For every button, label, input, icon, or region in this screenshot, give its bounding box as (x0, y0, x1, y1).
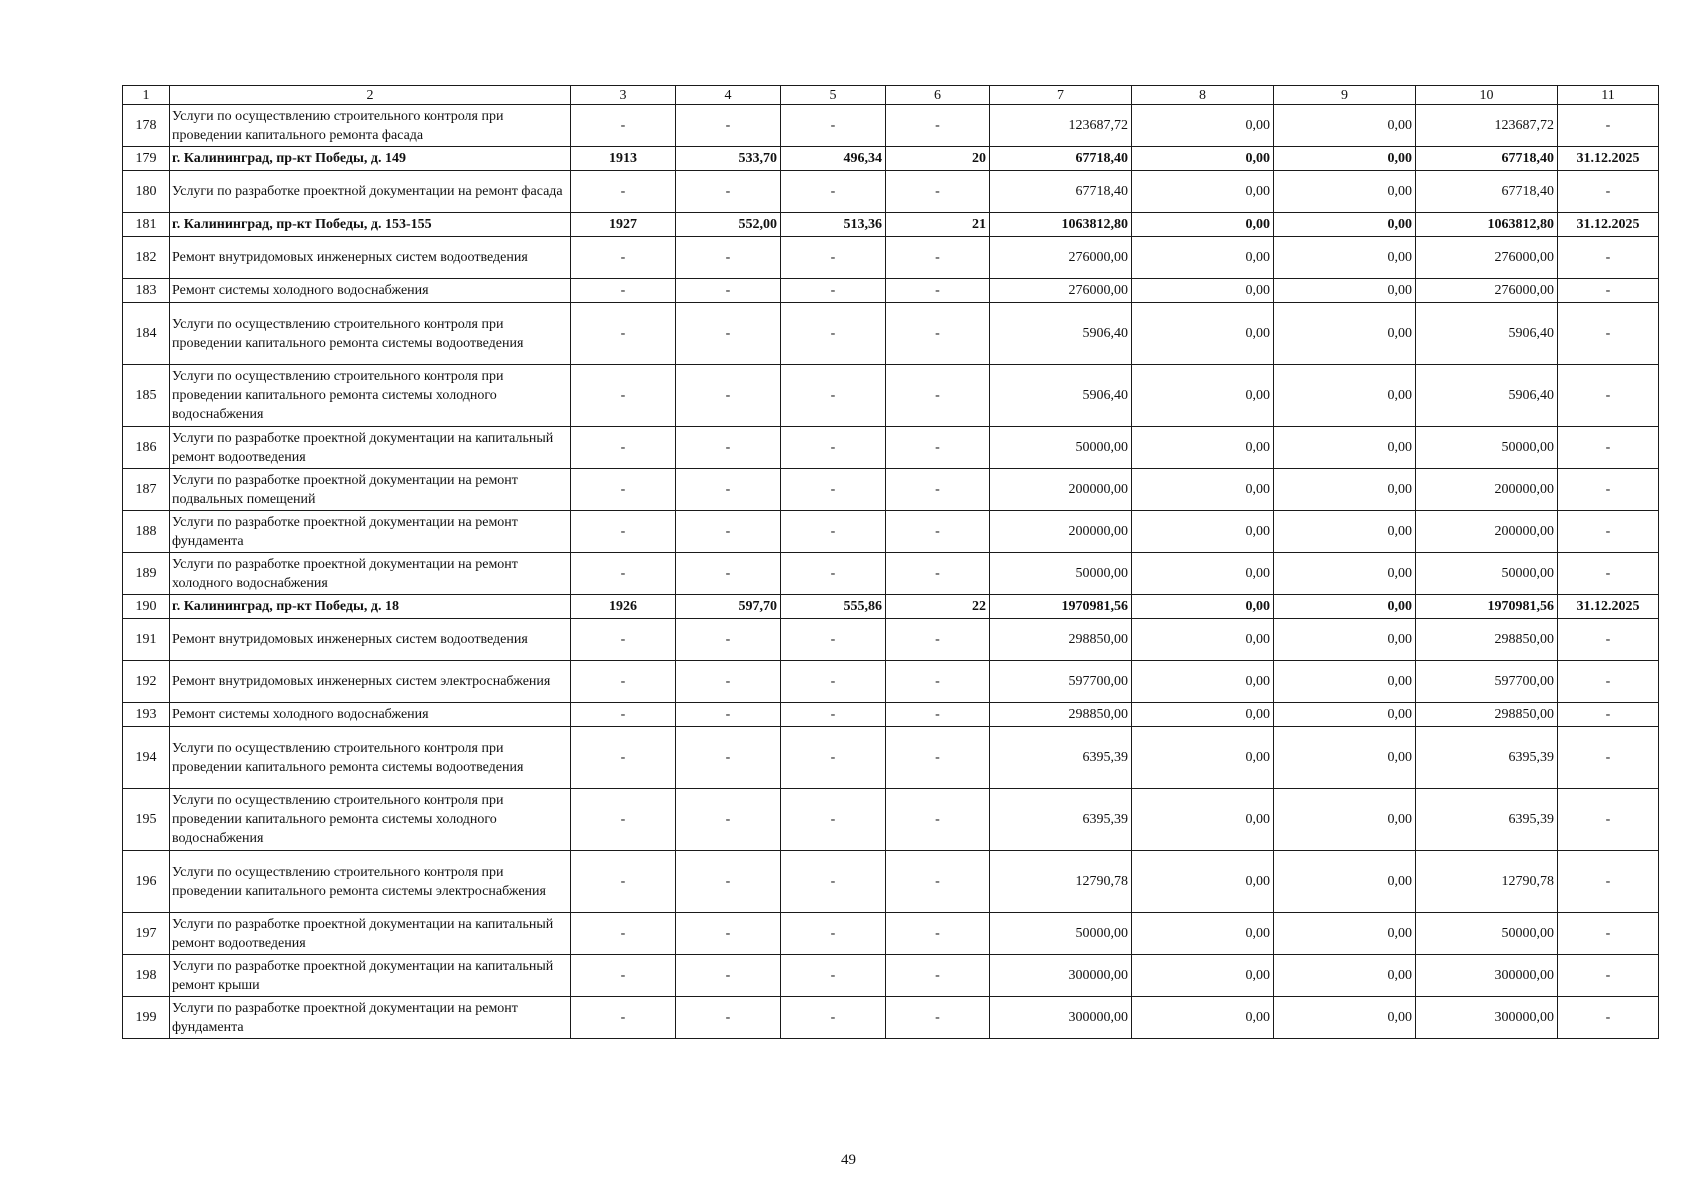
item-name-cell: Услуги по разработке проектной документации на ремонт холодного водоснабжения (170, 553, 571, 595)
col9-cell: 0,00 (1274, 851, 1416, 913)
col4-cell: - (676, 237, 781, 279)
col4-cell: 597,70 (676, 595, 781, 619)
col11-cell: - (1558, 303, 1659, 365)
col10-cell: 1063812,80 (1416, 213, 1558, 237)
data-table (122, 85, 1659, 1039)
col6-cell: - (886, 703, 990, 727)
col4-cell: - (676, 997, 781, 1039)
col5-cell: - (781, 619, 886, 661)
col3-cell: - (571, 365, 676, 427)
col6-cell: - (886, 553, 990, 595)
col5-cell: - (781, 105, 886, 147)
col8-cell: 0,00 (1132, 511, 1274, 553)
col8-cell: 0,00 (1132, 303, 1274, 365)
row-number-cell: 199 (123, 997, 170, 1039)
row-number-cell: 186 (123, 427, 170, 469)
col9-cell: 0,00 (1274, 365, 1416, 427)
col9-cell: 0,00 (1274, 997, 1416, 1039)
table-row (123, 703, 1659, 727)
col9-cell: 0,00 (1274, 237, 1416, 279)
col6-cell: - (886, 913, 990, 955)
col5-cell: - (781, 661, 886, 703)
col4-cell: - (676, 469, 781, 511)
column-header: 9 (1274, 86, 1416, 105)
col10-cell: 67718,40 (1416, 147, 1558, 171)
col8-cell: 0,00 (1132, 469, 1274, 511)
col9-cell: 0,00 (1274, 727, 1416, 789)
col5-cell: - (781, 237, 886, 279)
col8-cell: 0,00 (1132, 619, 1274, 661)
col11-cell: - (1558, 511, 1659, 553)
item-name-cell: Услуги по осуществлению строительного контроля при проведении капитального ремонта системы холодного водоснабжения (170, 789, 571, 851)
col8-cell: 0,00 (1132, 997, 1274, 1039)
col11-cell: - (1558, 789, 1659, 851)
col6-cell: 22 (886, 595, 990, 619)
row-number-cell: 198 (123, 955, 170, 997)
col9-cell: 0,00 (1274, 279, 1416, 303)
col6-cell: - (886, 237, 990, 279)
table-row (123, 727, 1659, 789)
column-header: 6 (886, 86, 990, 105)
col7-cell: 597700,00 (990, 661, 1132, 703)
table-row (123, 661, 1659, 703)
col7-cell: 6395,39 (990, 789, 1132, 851)
item-name-cell: Услуги по осуществлению строительного контроля при проведении капитального ремонта системы водоотведения (170, 727, 571, 789)
col5-cell: - (781, 851, 886, 913)
col7-cell: 300000,00 (990, 955, 1132, 997)
item-name-cell: Ремонт системы холодного водоснабжения (170, 279, 571, 303)
column-header: 11 (1558, 86, 1659, 105)
page-number: 49 (841, 1152, 856, 1168)
col5-cell: - (781, 703, 886, 727)
col4-cell: - (676, 789, 781, 851)
table-row (123, 789, 1659, 851)
col10-cell: 123687,72 (1416, 105, 1558, 147)
col3-cell: - (571, 511, 676, 553)
col3-cell: - (571, 171, 676, 213)
col7-cell: 123687,72 (990, 105, 1132, 147)
col10-cell: 298850,00 (1416, 703, 1558, 727)
col11-cell: - (1558, 427, 1659, 469)
table-row (123, 279, 1659, 303)
col3-cell: - (571, 553, 676, 595)
col10-cell: 67718,40 (1416, 171, 1558, 213)
col9-cell: 0,00 (1274, 661, 1416, 703)
table-row (123, 511, 1659, 553)
table-row (123, 851, 1659, 913)
col7-cell: 1063812,80 (990, 213, 1132, 237)
col9-cell: 0,00 (1274, 213, 1416, 237)
item-name-cell: Услуги по разработке проектной документации на ремонт фасада (170, 171, 571, 213)
col10-cell: 5906,40 (1416, 303, 1558, 365)
col9-cell: 0,00 (1274, 913, 1416, 955)
col3-cell: 1913 (571, 147, 676, 171)
col8-cell: 0,00 (1132, 105, 1274, 147)
table-row (123, 997, 1659, 1039)
col10-cell: 50000,00 (1416, 553, 1558, 595)
column-header: 1 (123, 86, 170, 105)
col6-cell: - (886, 469, 990, 511)
col4-cell: 552,00 (676, 213, 781, 237)
col8-cell: 0,00 (1132, 427, 1274, 469)
col3-cell: - (571, 997, 676, 1039)
col7-cell: 67718,40 (990, 147, 1132, 171)
item-name-cell: Ремонт внутридомовых инженерных систем водоотведения (170, 237, 571, 279)
col8-cell: 0,00 (1132, 913, 1274, 955)
col3-cell: - (571, 703, 676, 727)
col7-cell: 50000,00 (990, 553, 1132, 595)
col3-cell: - (571, 661, 676, 703)
col6-cell: - (886, 303, 990, 365)
col11-cell: - (1558, 851, 1659, 913)
col6-cell: - (886, 851, 990, 913)
col9-cell: 0,00 (1274, 703, 1416, 727)
col8-cell: 0,00 (1132, 661, 1274, 703)
col11-cell: - (1558, 469, 1659, 511)
col8-cell: 0,00 (1132, 851, 1274, 913)
row-number-cell: 196 (123, 851, 170, 913)
col7-cell: 200000,00 (990, 469, 1132, 511)
col9-cell: 0,00 (1274, 303, 1416, 365)
col4-cell: - (676, 553, 781, 595)
col6-cell: - (886, 365, 990, 427)
col3-cell: - (571, 789, 676, 851)
col11-cell: 31.12.2025 (1558, 595, 1659, 619)
row-number-cell: 185 (123, 365, 170, 427)
col7-cell: 200000,00 (990, 511, 1132, 553)
col5-cell: - (781, 365, 886, 427)
item-name-cell: Услуги по осуществлению строительного контроля при проведении капитального ремонта системы электроснабжения (170, 851, 571, 913)
col7-cell: 298850,00 (990, 619, 1132, 661)
table-row (123, 365, 1659, 427)
col10-cell: 597700,00 (1416, 661, 1558, 703)
col11-cell: - (1558, 703, 1659, 727)
item-name-cell: г. Калининград, пр-кт Победы, д. 153-155 (170, 213, 571, 237)
col8-cell: 0,00 (1132, 237, 1274, 279)
row-number-cell: 184 (123, 303, 170, 365)
table-row (123, 105, 1659, 147)
row-number-cell: 180 (123, 171, 170, 213)
col5-cell: 513,36 (781, 213, 886, 237)
col11-cell: - (1558, 365, 1659, 427)
col7-cell: 1970981,56 (990, 595, 1132, 619)
col10-cell: 50000,00 (1416, 427, 1558, 469)
col3-cell: - (571, 727, 676, 789)
col10-cell: 300000,00 (1416, 997, 1558, 1039)
col8-cell: 0,00 (1132, 213, 1274, 237)
item-name-cell: Ремонт внутридомовых инженерных систем водоотведения (170, 619, 571, 661)
col8-cell: 0,00 (1132, 703, 1274, 727)
col6-cell: - (886, 661, 990, 703)
col5-cell: - (781, 303, 886, 365)
col4-cell: - (676, 171, 781, 213)
item-name-cell: г. Калининград, пр-кт Победы, д. 149 (170, 147, 571, 171)
col11-cell: - (1558, 997, 1659, 1039)
col10-cell: 298850,00 (1416, 619, 1558, 661)
row-number-cell: 191 (123, 619, 170, 661)
row-number-cell: 195 (123, 789, 170, 851)
col11-cell: - (1558, 171, 1659, 213)
col7-cell: 67718,40 (990, 171, 1132, 213)
col4-cell: - (676, 703, 781, 727)
col5-cell: - (781, 279, 886, 303)
col3-cell: - (571, 427, 676, 469)
col7-cell: 300000,00 (990, 997, 1132, 1039)
col9-cell: 0,00 (1274, 595, 1416, 619)
col5-cell: - (781, 427, 886, 469)
col3-cell: - (571, 105, 676, 147)
col11-cell: - (1558, 913, 1659, 955)
col11-cell: - (1558, 619, 1659, 661)
col10-cell: 276000,00 (1416, 279, 1558, 303)
col5-cell: 496,34 (781, 147, 886, 171)
address-row (123, 213, 1659, 237)
col4-cell: - (676, 955, 781, 997)
col4-cell: - (676, 913, 781, 955)
col7-cell: 50000,00 (990, 913, 1132, 955)
col9-cell: 0,00 (1274, 147, 1416, 171)
col7-cell: 50000,00 (990, 427, 1132, 469)
col6-cell: - (886, 279, 990, 303)
col7-cell: 6395,39 (990, 727, 1132, 789)
col9-cell: 0,00 (1274, 955, 1416, 997)
row-number-cell: 188 (123, 511, 170, 553)
col4-cell: - (676, 427, 781, 469)
col5-cell: - (781, 171, 886, 213)
column-header: 5 (781, 86, 886, 105)
col9-cell: 0,00 (1274, 619, 1416, 661)
col11-cell: - (1558, 727, 1659, 789)
col6-cell: - (886, 427, 990, 469)
row-number-cell: 197 (123, 913, 170, 955)
col3-cell: 1926 (571, 595, 676, 619)
col8-cell: 0,00 (1132, 147, 1274, 171)
col4-cell: - (676, 279, 781, 303)
col3-cell: - (571, 237, 676, 279)
col10-cell: 200000,00 (1416, 469, 1558, 511)
col11-cell: 31.12.2025 (1558, 147, 1659, 171)
col8-cell: 0,00 (1132, 595, 1274, 619)
col4-cell: - (676, 511, 781, 553)
col9-cell: 0,00 (1274, 789, 1416, 851)
col5-cell: - (781, 913, 886, 955)
col7-cell: 12790,78 (990, 851, 1132, 913)
col4-cell: - (676, 661, 781, 703)
col8-cell: 0,00 (1132, 955, 1274, 997)
col6-cell: - (886, 727, 990, 789)
item-name-cell: Услуги по разработке проектной документации на капитальный ремонт водоотведения (170, 427, 571, 469)
item-name-cell: Услуги по осуществлению строительного контроля при проведении капитального ремонта системы холодного водоснабжения (170, 365, 571, 427)
col4-cell: - (676, 303, 781, 365)
col11-cell: - (1558, 661, 1659, 703)
col10-cell: 6395,39 (1416, 789, 1558, 851)
col10-cell: 12790,78 (1416, 851, 1558, 913)
col6-cell: - (886, 789, 990, 851)
col10-cell: 200000,00 (1416, 511, 1558, 553)
item-name-cell: Услуги по разработке проектной документации на ремонт фундамента (170, 997, 571, 1039)
item-name-cell: Услуги по осуществлению строительного контроля при проведении капитального ремонта фасада (170, 105, 571, 147)
row-number-cell: 181 (123, 213, 170, 237)
col4-cell: - (676, 365, 781, 427)
col9-cell: 0,00 (1274, 105, 1416, 147)
col7-cell: 276000,00 (990, 237, 1132, 279)
row-number-cell: 189 (123, 553, 170, 595)
col3-cell: - (571, 303, 676, 365)
col3-cell: - (571, 619, 676, 661)
col11-cell: - (1558, 105, 1659, 147)
col3-cell: - (571, 469, 676, 511)
col4-cell: 533,70 (676, 147, 781, 171)
table-row (123, 955, 1659, 997)
col8-cell: 0,00 (1132, 171, 1274, 213)
col6-cell: 20 (886, 147, 990, 171)
col4-cell: - (676, 619, 781, 661)
col10-cell: 300000,00 (1416, 955, 1558, 997)
col9-cell: 0,00 (1274, 553, 1416, 595)
item-name-cell: г. Калининград, пр-кт Победы, д. 18 (170, 595, 571, 619)
col3-cell: - (571, 913, 676, 955)
col5-cell: - (781, 469, 886, 511)
col10-cell: 5906,40 (1416, 365, 1558, 427)
col6-cell: - (886, 997, 990, 1039)
col8-cell: 0,00 (1132, 365, 1274, 427)
col6-cell: - (886, 955, 990, 997)
col3-cell: - (571, 955, 676, 997)
col4-cell: - (676, 105, 781, 147)
col10-cell: 50000,00 (1416, 913, 1558, 955)
column-header: 10 (1416, 86, 1558, 105)
col10-cell: 276000,00 (1416, 237, 1558, 279)
col5-cell: 555,86 (781, 595, 886, 619)
row-number-cell: 193 (123, 703, 170, 727)
column-header-row (123, 86, 1659, 105)
item-name-cell: Услуги по осуществлению строительного контроля при проведении капитального ремонта системы водоотведения (170, 303, 571, 365)
table-row (123, 427, 1659, 469)
row-number-cell: 187 (123, 469, 170, 511)
col8-cell: 0,00 (1132, 727, 1274, 789)
col8-cell: 0,00 (1132, 553, 1274, 595)
col8-cell: 0,00 (1132, 789, 1274, 851)
row-number-cell: 178 (123, 105, 170, 147)
col5-cell: - (781, 727, 886, 789)
item-name-cell: Услуги по разработке проектной документации на капитальный ремонт водоотведения (170, 913, 571, 955)
table-row (123, 553, 1659, 595)
col9-cell: 0,00 (1274, 427, 1416, 469)
col5-cell: - (781, 955, 886, 997)
col7-cell: 5906,40 (990, 303, 1132, 365)
table-row (123, 469, 1659, 511)
column-header: 2 (170, 86, 571, 105)
col10-cell: 1970981,56 (1416, 595, 1558, 619)
col8-cell: 0,00 (1132, 279, 1274, 303)
col4-cell: - (676, 727, 781, 789)
table-row (123, 619, 1659, 661)
col4-cell: - (676, 851, 781, 913)
item-name-cell: Ремонт внутридомовых инженерных систем электроснабжения (170, 661, 571, 703)
col5-cell: - (781, 997, 886, 1039)
column-header: 7 (990, 86, 1132, 105)
table-row (123, 303, 1659, 365)
table-row (123, 913, 1659, 955)
col6-cell: - (886, 511, 990, 553)
col7-cell: 276000,00 (990, 279, 1132, 303)
row-number-cell: 192 (123, 661, 170, 703)
row-number-cell: 190 (123, 595, 170, 619)
col7-cell: 298850,00 (990, 703, 1132, 727)
col11-cell: - (1558, 279, 1659, 303)
address-row (123, 595, 1659, 619)
row-number-cell: 183 (123, 279, 170, 303)
item-name-cell: Услуги по разработке проектной документации на капитальный ремонт крыши (170, 955, 571, 997)
col5-cell: - (781, 511, 886, 553)
col10-cell: 6395,39 (1416, 727, 1558, 789)
col7-cell: 5906,40 (990, 365, 1132, 427)
col5-cell: - (781, 789, 886, 851)
col9-cell: 0,00 (1274, 511, 1416, 553)
col6-cell: - (886, 171, 990, 213)
row-number-cell: 182 (123, 237, 170, 279)
col5-cell: - (781, 553, 886, 595)
col11-cell: - (1558, 955, 1659, 997)
table-row (123, 237, 1659, 279)
table-body (123, 86, 1659, 1039)
col3-cell: 1927 (571, 213, 676, 237)
col6-cell: - (886, 105, 990, 147)
item-name-cell: Ремонт системы холодного водоснабжения (170, 703, 571, 727)
col9-cell: 0,00 (1274, 171, 1416, 213)
col3-cell: - (571, 851, 676, 913)
column-header: 4 (676, 86, 781, 105)
row-number-cell: 194 (123, 727, 170, 789)
item-name-cell: Услуги по разработке проектной документации на ремонт подвальных помещений (170, 469, 571, 511)
item-name-cell: Услуги по разработке проектной документации на ремонт фундамента (170, 511, 571, 553)
col3-cell: - (571, 279, 676, 303)
col6-cell: 21 (886, 213, 990, 237)
col11-cell: - (1558, 553, 1659, 595)
col11-cell: - (1558, 237, 1659, 279)
table-row (123, 171, 1659, 213)
address-row (123, 147, 1659, 171)
column-header: 8 (1132, 86, 1274, 105)
col11-cell: 31.12.2025 (1558, 213, 1659, 237)
col9-cell: 0,00 (1274, 469, 1416, 511)
col6-cell: - (886, 619, 990, 661)
row-number-cell: 179 (123, 147, 170, 171)
column-header: 3 (571, 86, 676, 105)
